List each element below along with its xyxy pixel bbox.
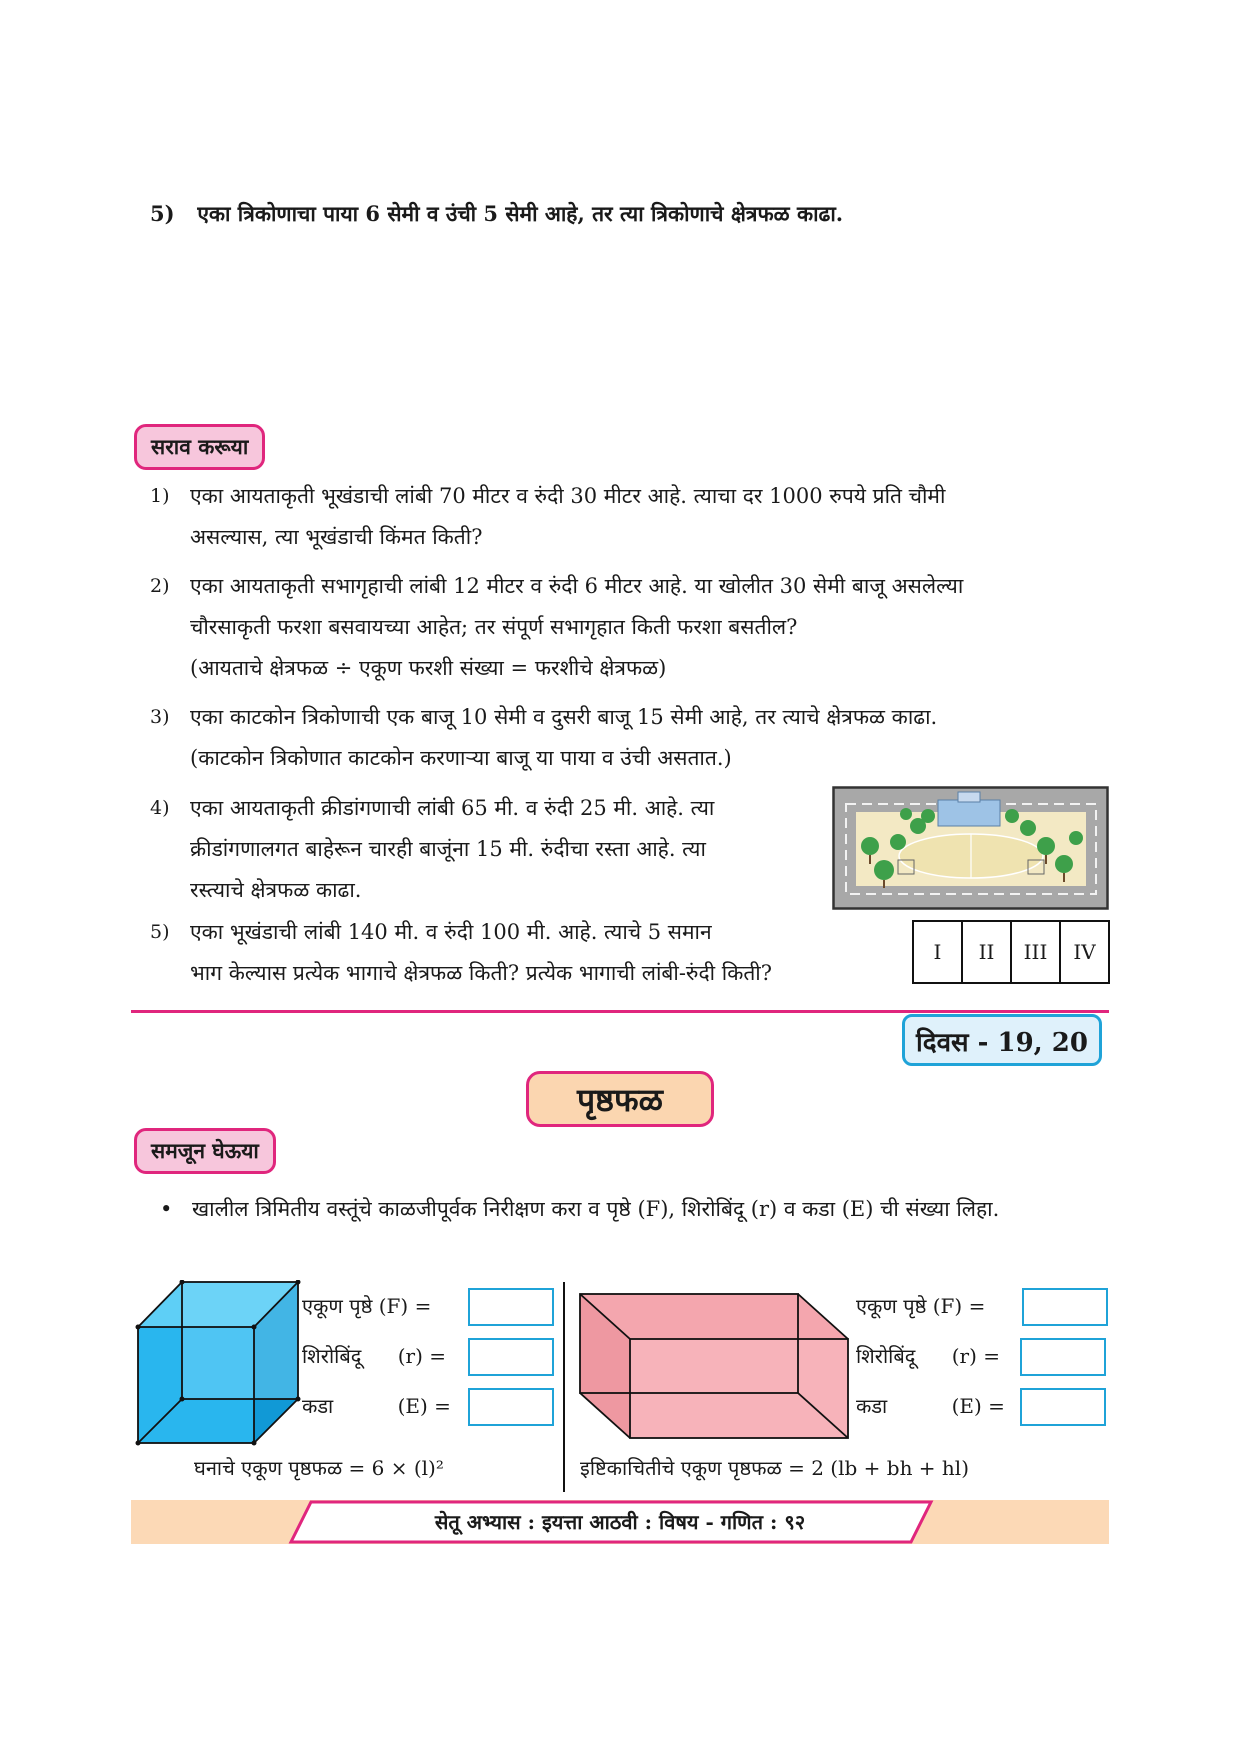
question-number: 5)	[150, 201, 175, 226]
item-line: एका आयताकृती क्रीडांगणाची लांबी 65 मी. व रुंदी 25 मी. आहे. त्या	[190, 796, 715, 820]
part-cell: II	[962, 921, 1011, 983]
practice-item-1	[150, 476, 1110, 558]
practice-label: सराव करूया	[134, 424, 265, 470]
cube-edges-input[interactable]	[468, 1388, 554, 1426]
item-line: क्रीडांगणालगत बाहेरून चारही बाजूंना 15 मी. रुंदीचा रस्ता आहे. त्या	[190, 837, 706, 861]
cuboid-formula: इष्टिकाचितीचे एकूण पृष्ठफळ = 2 (lb + bh + hl)	[580, 1456, 970, 1480]
day-badge: दिवस - 19, 20	[902, 1014, 1102, 1066]
practice-item-4	[150, 788, 830, 911]
cuboid-vertices-label: शिरोबिंदू	[856, 1344, 916, 1368]
cuboid-faces-label: एकूण पृष्ठे	[856, 1294, 927, 1318]
cuboid-vertices-input[interactable]	[1020, 1338, 1106, 1376]
item-line: रस्त्याचे क्षेत्रफळ काढा.	[190, 878, 362, 902]
bullet-instruction	[160, 1188, 1110, 1230]
cube-edges-row	[302, 1392, 451, 1419]
cuboid-vertices-row	[856, 1342, 1000, 1369]
bullet-text: खालील त्रिमितीय वस्तूंचे काळजीपूर्वक निरीक्षण करा व पृष्ठे (F), शिरोबिंदू (r) व कडा (E) ची संख्या लिहा.	[192, 1197, 1000, 1221]
column-divider	[563, 1282, 565, 1492]
parts-table	[912, 920, 1110, 984]
footer-text: सेतू अभ्यास : इयत्ता आठवी : विषय - गणित : ९२	[434, 1510, 806, 1534]
cuboid-faces-sym: (F) =	[932, 1294, 986, 1318]
item-line: एका काटकोन त्रिकोणाची एक बाजू 10 सेमी व दुसरी बाजू 15 सेमी आहे, तर त्याचे क्षेत्रफळ काढा.	[190, 705, 938, 729]
cuboid-faces-row	[856, 1292, 985, 1319]
cube-faces-input[interactable]	[468, 1288, 554, 1326]
cube-vertices-label: शिरोबिंदू	[302, 1344, 362, 1368]
cube-figure	[134, 1280, 304, 1450]
practice-item-3	[150, 697, 1110, 779]
cuboid-edges-input[interactable]	[1020, 1388, 1106, 1426]
item-line: चौरसाकृती फरशा बसवायच्या आहेत; तर संपूर्ण सभागृहात किती फरशा बसतील?	[190, 615, 798, 639]
cuboid-edges-sym: (E) =	[951, 1394, 1005, 1418]
cuboid-figure	[578, 1292, 850, 1440]
cube-edges-label: कडा	[302, 1394, 334, 1418]
item-line: एका भूखंडाची लांबी 140 मी. व रुंदी 100 मी. आहे. त्याचे 5 समान	[190, 920, 712, 944]
cuboid-edges-row	[856, 1392, 1005, 1419]
playground-illustration	[832, 786, 1109, 910]
item-number: 4)	[150, 797, 170, 819]
question-text: एका त्रिकोणाचा पाया 6 सेमी व उंची 5 सेमी आहे, तर त्या त्रिकोणाचे क्षेत्रफळ काढा.	[197, 201, 844, 226]
item-line: (आयताचे क्षेत्रफळ ÷ एकूण फरशी संख्या = फरशीचे क्षेत्रफळ)	[190, 656, 667, 680]
item-line: एका आयताकृती सभागृहाची लांबी 12 मीटर व रुंदी 6 मीटर आहे. या खोलीत 30 सेमी बाजू असलेल्या	[190, 574, 964, 598]
cube-vertices-sym: (r) =	[397, 1344, 447, 1368]
item-line: असल्यास, त्या भूखंडाची किंमत किती?	[190, 525, 483, 549]
cube-vertices-input[interactable]	[468, 1338, 554, 1376]
item-line: भाग केल्यास प्रत्येक भागाचे क्षेत्रफळ किती? प्रत्येक भागाची लांबी-रुंदी किती?	[190, 961, 772, 985]
item-line: (काटकोन त्रिकोणात काटकोन करणाऱ्या बाजू या पाया व उंची असतात.)	[190, 746, 732, 770]
topic-title: पृष्ठफळ	[526, 1071, 714, 1127]
bullet-dot: •	[160, 1197, 173, 1221]
part-cell: IV	[1060, 921, 1109, 983]
cube-edges-sym: (E) =	[397, 1394, 451, 1418]
understand-label: समजून घेऊया	[134, 1128, 276, 1174]
item-number: 5)	[150, 921, 170, 943]
section-divider	[131, 1010, 1109, 1013]
item-number: 2)	[150, 575, 170, 597]
part-cell: III	[1011, 921, 1060, 983]
cuboid-vertices-sym: (r) =	[951, 1344, 1001, 1368]
practice-item-2	[150, 566, 1110, 689]
item-line: एका आयताकृती भूखंडाची लांबी 70 मीटर व रुंदी 30 मीटर आहे. त्याचा दर 1000 रुपये प्रति चौमी	[190, 484, 946, 508]
cuboid-edges-label: कडा	[856, 1394, 888, 1418]
item-number: 3)	[150, 706, 170, 728]
cuboid-faces-input[interactable]	[1022, 1288, 1108, 1326]
cube-formula: घनाचे एकूण पृष्ठफळ = 6 × (l)²	[194, 1456, 444, 1480]
top-question	[150, 200, 843, 228]
item-number: 1)	[150, 485, 170, 507]
cube-faces-label: एकूण पृष्ठे	[302, 1294, 373, 1318]
cube-faces-row	[302, 1292, 431, 1319]
cube-vertices-row	[302, 1342, 446, 1369]
cube-faces-sym: (F) =	[378, 1294, 432, 1318]
part-cell: I	[913, 921, 962, 983]
